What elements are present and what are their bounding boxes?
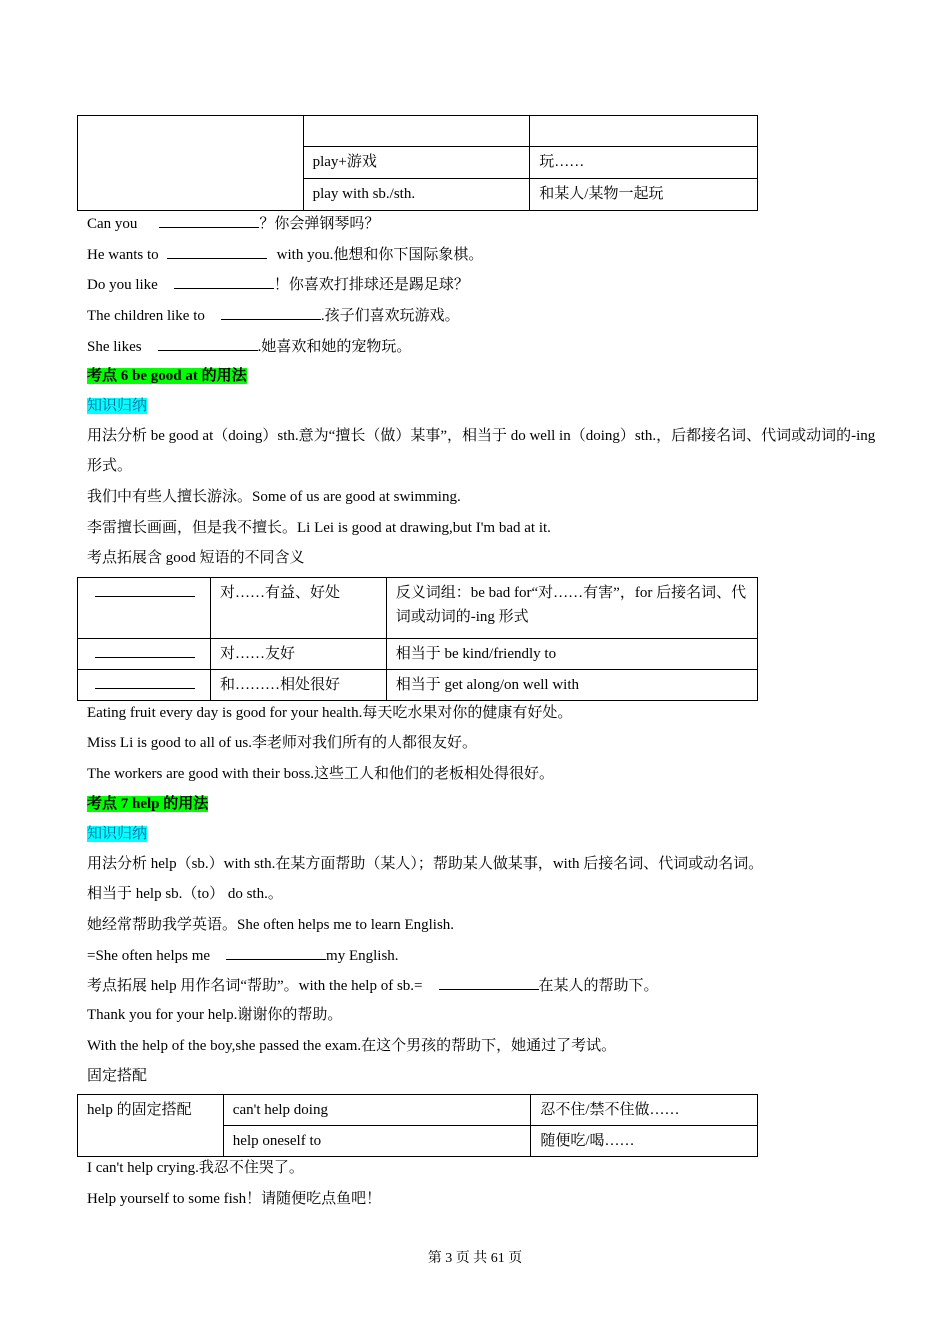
answer-blank[interactable]: [439, 975, 539, 990]
collocation-phrase: help oneself to: [223, 1126, 531, 1157]
collocation-meaning: 忍不住/禁不住做……: [531, 1095, 758, 1126]
phrase-note: 反义词组：be bad for“对……有害”，for 后接名词、代词或动词的-ing 形式: [386, 578, 757, 639]
exercise-line: 考点拓展 help 用作名词“帮助”。with the help of sb.= 在某人的帮助下。: [87, 975, 659, 996]
page-footer: 第 3 页 共 61 页: [427, 1251, 523, 1266]
section-6-title: 考点 6 be good at 的用法: [87, 368, 247, 384]
section-7-title: 考点 7 help 的用法: [87, 796, 209, 812]
section-6-usage: 用法分析 be good at（doing）sth.意为“擅长（做）某事”，相当于 do well in（doing）sth.，后都接名词、代词或动词的-ing 形式。: [87, 428, 876, 474]
section-7-usage: 用法分析 help（sb.）with sth.在某方面帮助（某人）；帮助某人做某事，with 后接名词、代词或动名词。: [87, 856, 764, 872]
answer-blank[interactable]: [174, 274, 274, 289]
example-sentence: Eating fruit every day is good for your health.每天吃水果对你的健康有好处。: [87, 705, 573, 721]
phrase-meaning: 对……友好: [210, 639, 386, 670]
answer-blank[interactable]: [95, 674, 195, 689]
blank-cell: [78, 578, 211, 639]
answer-blank[interactable]: [226, 945, 326, 960]
exercise-line: =She often helps me my English.: [87, 945, 399, 966]
knowledge-tag: 知识归纳: [87, 398, 148, 414]
play-table: [77, 115, 758, 211]
extension-label: 考点拓展含 good 短语的不同含义: [87, 550, 305, 566]
play-table-empty-cell: [78, 116, 304, 211]
phrase-meaning: 对……有益、好处: [210, 578, 386, 639]
play-table-cell: [530, 116, 758, 147]
phrase-note: 相当于 get along/on well with: [386, 670, 757, 701]
phrase-note: 相当于 be kind/friendly to: [386, 639, 757, 670]
collocation-phrase: can't help doing: [223, 1095, 531, 1126]
example-sentence: Thank you for your help.谢谢你的帮助。: [87, 1007, 343, 1023]
play-table-cell: 玩……: [530, 147, 758, 179]
exercise-line: Do you like ！你喜欢打排球还是踢足球？: [87, 274, 469, 295]
example-sentence: With the help of the boy,she passed the exam.在这个男孩的帮助下，她通过了考试。: [87, 1038, 617, 1054]
blank-cell: [78, 639, 211, 670]
section-7-usage-2: 相当于 help sb.（to） do sth.。: [87, 886, 283, 902]
example-sentence: Help yourself to some fish！请随便吃点鱼吧！: [87, 1191, 382, 1207]
answer-blank[interactable]: [95, 582, 195, 597]
example-sentence: The workers are good with their boss.这些工人和他们的老板相处得很好。: [87, 766, 555, 782]
exercise-line: She likes .她喜欢和她的宠物玩。: [87, 336, 411, 357]
example-sentence: 她经常帮助我学英语。She often helps me to learn English.: [87, 917, 455, 933]
exercise-line: Can you ？你会弹钢琴吗？: [87, 213, 379, 234]
exercise-line: He wants to with you.他想和你下国际象棋。: [87, 244, 483, 265]
good-phrases-table: [77, 577, 758, 701]
example-sentence: Miss Li is good to all of us.李老师对我们所有的人都很友好。: [87, 735, 478, 751]
exercise-line: The children like to .孩子们喜欢玩游戏。: [87, 305, 460, 326]
answer-blank[interactable]: [159, 213, 259, 228]
play-table-cell: play with sb./sth.: [303, 179, 530, 211]
blank-cell: [78, 670, 211, 701]
collocation-meaning: 随便吃/喝……: [531, 1126, 758, 1157]
phrase-meaning: 和………相处很好: [210, 670, 386, 701]
play-table-cell: [303, 116, 530, 147]
example-sentence: 李雷擅长画画，但是我不擅长。Li Lei is good at drawing,but I'm bad at it.: [87, 520, 551, 536]
collocation-head: help 的固定搭配: [78, 1095, 224, 1157]
answer-blank[interactable]: [167, 244, 267, 259]
play-table-cell: 和某人/某物一起玩: [530, 179, 758, 211]
fixed-collocation-label: 固定搭配: [87, 1068, 148, 1084]
example-sentence: 我们中有些人擅长游泳。Some of us are good at swimming.: [87, 489, 461, 505]
example-sentence: I can't help crying.我忍不住哭了。: [87, 1160, 304, 1176]
play-table-cell: play+游戏: [303, 147, 530, 179]
help-collocation-table: [77, 1094, 758, 1157]
knowledge-tag: 知识归纳: [87, 826, 148, 842]
answer-blank[interactable]: [221, 305, 321, 320]
answer-blank[interactable]: [158, 336, 258, 351]
answer-blank[interactable]: [95, 643, 195, 658]
